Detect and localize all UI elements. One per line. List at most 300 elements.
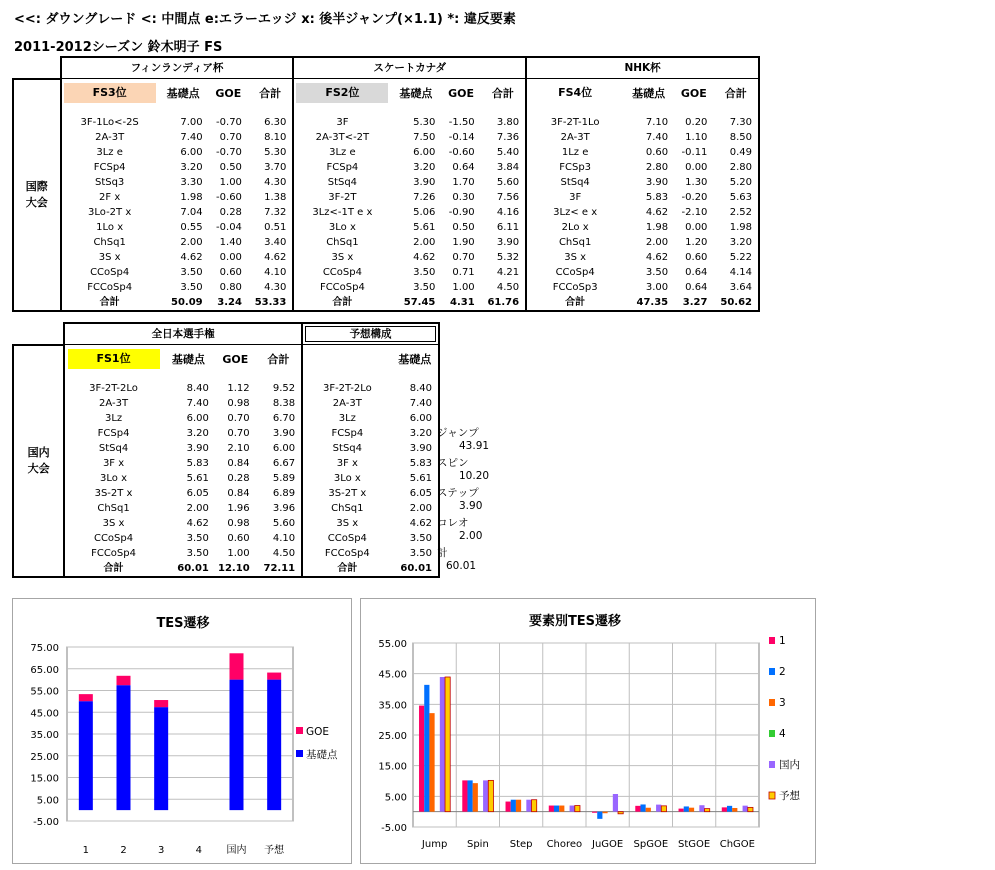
bar-goe <box>230 653 244 679</box>
base-value: 5.06 <box>413 207 436 218</box>
base-value: 7.26 <box>413 192 436 203</box>
element-name: 3F-2T-2Lo <box>302 381 391 396</box>
total-sum: 53.33 <box>248 295 293 311</box>
element-name: FCSp4 <box>293 160 390 175</box>
legend-swatch <box>769 668 775 675</box>
bar-1 <box>506 802 511 812</box>
goe-value: -1.50 <box>448 117 475 128</box>
goe-value: 0.00 <box>219 252 242 263</box>
total-value: 4.16 <box>496 207 520 218</box>
x-tick-label: Jump <box>421 839 448 850</box>
total-value: 8.50 <box>713 130 759 145</box>
element-name: 3F-2T <box>293 190 390 205</box>
element-name: 3Lo x <box>64 471 162 486</box>
group-label: 国内 大会 <box>13 345 64 578</box>
place-cell <box>293 79 390 108</box>
gap-cell <box>526 107 759 115</box>
element-chart <box>361 599 815 863</box>
element-name: FCSp3 <box>526 160 623 175</box>
forecast-note: 計 <box>437 547 448 559</box>
bar-3 <box>516 800 521 812</box>
bar-5 <box>483 780 488 811</box>
col-total: 合計 <box>491 86 514 100</box>
element-name: 3S x <box>293 250 390 265</box>
bar-6 <box>445 677 450 812</box>
goe-value: 0.98 <box>227 518 250 529</box>
bar-3 <box>646 808 651 812</box>
bar-6 <box>618 812 623 814</box>
base-value: 7.00 <box>180 117 203 128</box>
total-value: 7.56 <box>496 192 520 203</box>
total-value: 5.60 <box>272 518 296 529</box>
total-value: 6.70 <box>272 413 296 424</box>
total-value: 5.22 <box>713 250 759 265</box>
bar-2 <box>684 806 689 811</box>
goe-value: 1.96 <box>227 503 250 514</box>
element-name: 3Lz e <box>61 145 158 160</box>
forecast-blank <box>302 345 391 374</box>
element-name: StSq4 <box>526 175 623 190</box>
total-value: 3.96 <box>272 503 296 514</box>
legend-label: 3 <box>779 697 786 709</box>
element-name: ChSq1 <box>526 235 623 250</box>
element-name: 2A-3T <box>302 396 391 411</box>
bar-1 <box>592 812 597 813</box>
tes-chart <box>13 599 351 863</box>
base-value: 5.83 <box>645 192 669 203</box>
element-name: 3F <box>526 190 623 205</box>
total-label: 合計 <box>526 295 623 311</box>
y-tick-label: 25.00 <box>30 751 59 763</box>
bar-2 <box>554 806 559 812</box>
element-name: 3Lo x <box>293 220 390 235</box>
goe-value: 0.60 <box>219 267 242 278</box>
total-value: 5.89 <box>272 473 296 484</box>
element-name: FCCoSp4 <box>61 280 158 295</box>
goe-value: 0.84 <box>227 488 250 499</box>
base-value: 7.40 <box>645 132 669 143</box>
forecast-note: 60.01 <box>446 560 477 572</box>
total-value: 3.64 <box>713 280 759 295</box>
bar-5 <box>440 677 445 812</box>
y-tick-label: 45.00 <box>378 669 407 681</box>
total-goe: 12.10 <box>215 561 256 577</box>
total-value: 4.50 <box>272 548 296 559</box>
y-tick-label: 35.00 <box>378 700 407 712</box>
total-sum: 72.11 <box>256 561 302 577</box>
gap-cell <box>64 373 302 381</box>
base-value: 4.62 <box>645 207 669 218</box>
bar-6 <box>661 806 666 812</box>
goe-value: -0.20 <box>681 192 708 203</box>
col-base: 基礎点 <box>171 352 205 366</box>
x-tick-label: 予想 <box>264 845 285 856</box>
element-name: FCCoSp3 <box>526 280 623 295</box>
element-name: 3Lo x <box>302 471 391 486</box>
total-value: 0.49 <box>713 145 759 160</box>
goe-value: 0.60 <box>685 252 708 263</box>
legend-label: 予想 <box>779 790 800 802</box>
element-name: 3Lz< e x <box>526 205 623 220</box>
base-value: 0.55 <box>180 222 203 233</box>
base-value: 3.90 <box>413 177 436 188</box>
element-name: 3S-2T x <box>64 486 162 501</box>
base-value: 3.50 <box>180 267 203 278</box>
goe-value: 2.10 <box>227 443 250 454</box>
goe-value: 1.70 <box>452 177 475 188</box>
element-name: 3F x <box>302 456 391 471</box>
element-name: 2A-3T<-2T <box>293 130 390 145</box>
col-total: 合計 <box>713 79 759 108</box>
comp-name: スケートカナダ <box>293 57 526 79</box>
base-value: 3.50 <box>392 531 439 546</box>
place-badge: FS2位 <box>296 83 388 103</box>
total-value: 8.38 <box>272 398 296 409</box>
legend-swatch <box>769 699 775 706</box>
total-base: 50.09 <box>158 295 209 311</box>
element-name: CCoSp4 <box>61 265 158 280</box>
goe-value: 1.10 <box>685 132 708 143</box>
base-value: 3.20 <box>413 162 436 173</box>
base-value: 8.40 <box>392 381 439 396</box>
bar-goe <box>117 676 131 685</box>
bar-5 <box>656 805 661 812</box>
total-value: 6.11 <box>496 222 520 233</box>
element-name: FCSp4 <box>64 426 162 441</box>
base-value: 5.61 <box>392 471 439 486</box>
base-value: 3.50 <box>180 282 203 293</box>
x-tick-label: SpGOE <box>633 839 669 850</box>
x-tick-label: StGOE <box>678 839 711 850</box>
bar-1 <box>635 806 640 812</box>
place-cell <box>64 345 162 374</box>
bar-5 <box>526 800 531 812</box>
legend-swatch <box>769 761 775 768</box>
base-value: 4.62 <box>186 518 209 529</box>
legend-swatch <box>296 750 303 757</box>
goe-value: -0.70 <box>216 147 242 158</box>
bar-base <box>117 685 131 810</box>
chart-title: TES遷移 <box>156 616 210 631</box>
total-goe: 3.24 <box>209 295 248 311</box>
forecast-note: 3.90 <box>459 500 483 512</box>
legend-label: 国内 <box>779 759 800 771</box>
goe-value: 1.00 <box>219 177 242 188</box>
total-goe: 3.27 <box>674 295 713 311</box>
x-tick-label: Spin <box>466 839 489 850</box>
y-tick-label: 55.00 <box>30 686 59 698</box>
tes-chart-panel <box>12 598 352 864</box>
base-value: 2.00 <box>413 237 436 248</box>
total-value: 3.84 <box>496 162 520 173</box>
place-cell <box>526 79 623 108</box>
bar-1 <box>679 809 684 812</box>
y-tick-label: 15.00 <box>30 773 59 785</box>
element-name: StSq4 <box>64 441 162 456</box>
goe-value: 1.00 <box>227 548 250 559</box>
bar-goe <box>267 673 281 680</box>
bar-3 <box>559 806 564 812</box>
goe-value: 0.70 <box>452 252 475 263</box>
base-value: 7.50 <box>413 132 436 143</box>
element-name: 3Lz e <box>293 145 390 160</box>
base-value: 6.00 <box>180 147 203 158</box>
element-name: FCSp4 <box>61 160 158 175</box>
gap-cell <box>61 107 294 115</box>
goe-value: 0.64 <box>685 282 708 293</box>
base-value: 7.40 <box>392 396 439 411</box>
element-name: CCoSp4 <box>64 531 162 546</box>
total-value: 9.52 <box>272 383 296 394</box>
bar-6 <box>748 807 753 811</box>
element-chart-panel <box>360 598 816 864</box>
element-name: 3F <box>293 115 390 130</box>
base-value: 2.80 <box>645 162 669 173</box>
forecast-note: ジャンプ <box>437 427 479 439</box>
total-base: 57.45 <box>390 295 441 311</box>
base-value: 3.30 <box>180 177 203 188</box>
bar-5 <box>570 806 575 812</box>
element-name: 3F-2T-1Lo <box>526 115 623 130</box>
total-value: 6.89 <box>272 488 296 499</box>
season-line: 2011-2012シーズン 鈴木明子 FS <box>14 40 223 55</box>
col-base: 基礎点 <box>399 86 433 100</box>
x-tick-label: 3 <box>157 845 165 856</box>
total-value: 5.40 <box>496 147 520 158</box>
goe-value: 0.64 <box>685 267 708 278</box>
col-total: 合計 <box>259 86 282 100</box>
y-tick-label: 5.00 <box>36 795 59 807</box>
goe-value: 0.60 <box>227 533 250 544</box>
total-label: 合計 <box>293 295 390 311</box>
y-tick-label: 75.00 <box>30 643 59 654</box>
total-value: 8.10 <box>264 132 287 143</box>
goe-value: 0.28 <box>227 473 250 484</box>
goe-value: 0.98 <box>227 398 250 409</box>
x-tick-label: 国内 <box>226 845 247 856</box>
bar-5 <box>699 805 704 811</box>
total-label: 合計 <box>302 561 391 577</box>
goe-value: 0.70 <box>227 428 250 439</box>
goe-value: 0.71 <box>452 267 475 278</box>
total-base: 60.01 <box>392 561 439 577</box>
total-value: 5.30 <box>264 147 287 158</box>
bar-2 <box>424 685 429 812</box>
element-name: CCoSp4 <box>526 265 623 280</box>
total-value: 0.51 <box>264 222 287 233</box>
gap-cell <box>293 107 526 115</box>
bar-1 <box>549 806 554 812</box>
total-value: 4.30 <box>264 177 287 188</box>
element-name: StSq3 <box>61 175 158 190</box>
group-label: 国際 大会 <box>13 79 61 312</box>
x-tick-label: Choreo <box>546 839 583 850</box>
goe-value: 0.00 <box>685 222 708 233</box>
bar-5 <box>743 806 748 812</box>
element-name: 3Lz<-1T e x <box>293 205 390 220</box>
bar-base <box>79 701 93 810</box>
forecast-name: 予想構成 <box>302 323 439 345</box>
total-value: 4.10 <box>272 533 296 544</box>
col-base: 基礎点 <box>166 86 200 100</box>
bar-3 <box>689 808 694 812</box>
bar-2 <box>597 812 602 819</box>
total-sum: 61.76 <box>481 295 526 311</box>
legend-label: 基礎点 <box>306 749 338 761</box>
goe-value: 0.64 <box>452 162 475 173</box>
base-value: 3.00 <box>645 282 669 293</box>
total-value: 3.90 <box>272 428 296 439</box>
legend-label: 2 <box>779 666 786 678</box>
y-tick-label: 5.00 <box>384 792 407 804</box>
total-base: 60.01 <box>162 561 215 577</box>
base-value: 1.98 <box>645 222 669 233</box>
bar-6 <box>705 809 710 812</box>
base-value: 3.50 <box>392 546 439 561</box>
base-value: 1.98 <box>180 192 203 203</box>
element-name: ChSq1 <box>61 235 158 250</box>
base-value: 2.00 <box>180 237 203 248</box>
total-sum: 50.62 <box>713 295 759 311</box>
bar-1 <box>722 807 727 811</box>
goe-value: 1.90 <box>452 237 475 248</box>
place-badge: FS1位 <box>68 349 160 369</box>
element-name: 2Lo x <box>526 220 623 235</box>
x-tick-label: JuGOE <box>592 839 624 850</box>
goe-value: 1.30 <box>685 177 708 188</box>
bar-goe <box>79 694 93 701</box>
goe-value: 0.00 <box>685 162 708 173</box>
total-value: 5.20 <box>713 175 759 190</box>
goe-value: -0.60 <box>448 147 475 158</box>
base-value: 6.00 <box>186 413 209 424</box>
element-name: FCCoSp4 <box>293 280 390 295</box>
base-value: 5.61 <box>413 222 436 233</box>
legend-label: GOE <box>306 726 330 738</box>
goe-value: 0.20 <box>685 117 708 128</box>
element-name: 3Lz <box>64 411 162 426</box>
total-value: 4.50 <box>496 282 520 293</box>
x-tick-label: 4 <box>195 845 203 856</box>
goe-value: 0.50 <box>219 162 242 173</box>
element-name: 3S x <box>526 250 623 265</box>
total-value: 3.40 <box>264 237 287 248</box>
total-value: 3.80 <box>496 117 520 128</box>
goe-value: 1.20 <box>685 237 708 248</box>
element-name: 2A-3T <box>526 130 623 145</box>
bar-3 <box>732 808 737 812</box>
base-value: 7.40 <box>180 132 203 143</box>
element-name: 3Lz <box>302 411 391 426</box>
goe-value: 1.40 <box>219 237 242 248</box>
base-value: 7.10 <box>645 117 669 128</box>
base-value: 4.62 <box>392 516 439 531</box>
element-name: 2F x <box>61 190 158 205</box>
bar-3 <box>602 812 607 814</box>
total-value: 5.63 <box>713 190 759 205</box>
comp-name: 全日本選手権 <box>64 323 302 345</box>
bar-6 <box>488 780 493 811</box>
goe-value: 1.00 <box>452 282 475 293</box>
base-value: 5.83 <box>392 456 439 471</box>
total-value: 6.67 <box>272 458 296 469</box>
goe-value: -0.70 <box>216 117 242 128</box>
element-name: 3S x <box>61 250 158 265</box>
goe-value: 0.84 <box>227 458 250 469</box>
element-name: 3S x <box>64 516 162 531</box>
col-base: 基礎点 <box>632 86 666 100</box>
total-value: 4.62 <box>264 252 287 263</box>
goe-value: -2.10 <box>681 207 708 218</box>
col-goe: GOE <box>680 86 707 100</box>
element-name: FCCoSp4 <box>64 546 162 561</box>
forecast-note: 10.20 <box>459 470 490 482</box>
goe-value: -0.90 <box>448 207 475 218</box>
base-value: 4.62 <box>645 252 669 263</box>
base-value: 3.90 <box>392 441 439 456</box>
base-value: 3.90 <box>645 177 669 188</box>
base-value: 3.20 <box>392 426 439 441</box>
bar-5 <box>613 794 618 812</box>
y-tick-label: 25.00 <box>378 731 407 742</box>
total-goe: 4.31 <box>441 295 480 311</box>
base-value: 6.00 <box>392 411 439 426</box>
goe-value: 0.80 <box>219 282 242 293</box>
bar-6 <box>532 800 537 812</box>
col-base: 基礎点 <box>392 345 439 374</box>
element-name: FCCoSp4 <box>302 546 391 561</box>
base-value: 3.90 <box>186 443 209 454</box>
total-value: 4.10 <box>264 267 287 278</box>
total-value: 2.80 <box>713 160 759 175</box>
col-goe: GOE <box>222 352 249 366</box>
goe-value: 1.12 <box>227 383 250 394</box>
element-name: 3Lo-2T x <box>61 205 158 220</box>
total-value: 5.60 <box>496 177 520 188</box>
element-name: 3F-1Lo<-2S <box>61 115 158 130</box>
x-tick-label: 1 <box>82 845 90 856</box>
legend-swatch <box>769 637 775 644</box>
bar-3 <box>473 783 478 812</box>
bar-2 <box>511 800 516 812</box>
natl-table <box>12 322 440 578</box>
total-base: 47.35 <box>623 295 674 311</box>
element-name: 3F x <box>64 456 162 471</box>
base-value: 3.20 <box>180 162 203 173</box>
base-value: 6.05 <box>186 488 209 499</box>
base-value: 6.00 <box>413 147 436 158</box>
element-name: 3F-2T-2Lo <box>64 381 162 396</box>
base-value: 3.50 <box>413 267 436 278</box>
y-tick-label: 35.00 <box>30 730 59 741</box>
element-name: 1Lz e <box>526 145 623 160</box>
y-tick-label: 55.00 <box>378 639 407 650</box>
y-tick-label: 45.00 <box>30 708 59 720</box>
intl-table <box>12 56 760 312</box>
forecast-note: 43.91 <box>459 440 490 452</box>
place-badge: FS3位 <box>64 83 156 103</box>
y-tick-label: 65.00 <box>30 664 59 676</box>
goe-value: -0.60 <box>216 192 242 203</box>
total-label: 合計 <box>64 561 162 577</box>
total-value: 6.00 <box>272 443 296 454</box>
bar-base <box>267 680 281 811</box>
col-goe: GOE <box>215 86 242 100</box>
element-name: ChSq1 <box>293 235 390 250</box>
element-name: FCSp4 <box>302 426 391 441</box>
goe-value: 0.70 <box>227 413 250 424</box>
total-value: 1.98 <box>713 220 759 235</box>
